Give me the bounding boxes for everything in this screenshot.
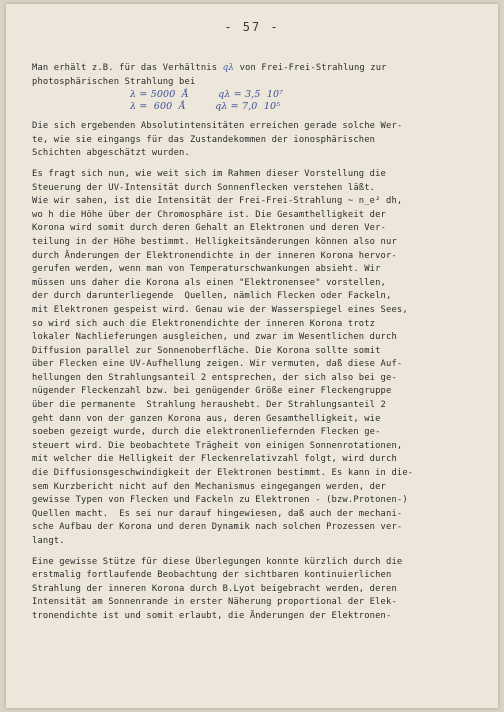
text-line: Korona wird somit durch deren Gehalt an Elektronen und deren Ver-: [32, 223, 387, 234]
text-line: mit Elektronen gespeist wird. Genau wie der Wasserspiegel eines Sees,: [32, 304, 408, 315]
text-line: wo h die Höhe über der Chromosphäre ist. Die Gesamthelligkeit der: [32, 209, 387, 220]
text-line: hellungen den Strahlungsanteil 2 entsprechen, der sich also bei ge-: [32, 372, 397, 383]
formula-value: qλ = 3,5 10⁷: [218, 89, 284, 101]
text-line: über Flecken eine UV-Aufhellung zeigen. Wir vermuten, daß diese Auf-: [32, 359, 403, 370]
text-line: gewisse Typen von Flecken und Fackeln zu Elektronen - (bzw.Protonen-): [32, 495, 408, 506]
formula-lambda: λ = 5000 Å: [130, 89, 189, 101]
text-line: so wird sich auch die Elektronendichte der inneren Korona trotz: [32, 318, 376, 329]
text-line: durch Änderungen der Elektronendichte in der inneren Korona hervor-: [32, 250, 397, 261]
text-line: geht dann von der ganzen Korona aus, deren Gesamthelligkeit, wie: [32, 413, 381, 424]
page-number: - 57 -: [224, 20, 280, 34]
text-line: über die permanente Strahlung heraushebt. Der Strahlungsanteil 2: [32, 400, 387, 411]
text-line: die Diffusionsgeschwindigkeit der Elektronen bestimmt. Es kann in die-: [32, 468, 414, 479]
text-line: mit welcher die Helligkeit der Fleckenrelativzahl folgt, wird durch: [32, 454, 397, 465]
intro-line: [32, 62, 478, 76]
formula-line: [130, 101, 478, 113]
text-line: te, wie sie eingangs für das Zustandekommen der ionosphärischen: [32, 134, 376, 145]
text-line: erstmalig fortlaufende Beobachtung der sichtbaren kontinuierlichen: [32, 570, 392, 581]
intro-text: von Frei-Frei-Strahlung zur: [234, 63, 387, 73]
paragraph-1: [32, 120, 478, 161]
text-line: der durch darunterliegende Quellen, nämlich Flecken oder Fackeln,: [32, 291, 392, 302]
text-line: gerufen werden, wenn man von Temperaturschwankungen absieht. Wir: [32, 264, 381, 275]
text-line: soeben gezeigt wurde, durch die elektronenliefernden Flecken ge-: [32, 427, 381, 438]
text-line: Strahlung der inneren Korona durch B.Lyot beigebracht werden, deren: [32, 583, 397, 594]
text-line: lokaler Nachlieferungen ausgleichen, und zwar im Wesentlichen durch: [32, 332, 397, 343]
text-line: Es fragt sich nun, wie weit sich im Rahmen dieser Vorstellung die: [32, 168, 387, 179]
formula-lambda: λ = 600 Å: [130, 101, 186, 113]
document-page: [6, 4, 498, 708]
intro-text: Man erhält z.B. für das Verhältnis: [32, 63, 223, 73]
text-line: Intensität am Sonnenrande in erster Näherung proportional der Elek-: [32, 597, 397, 608]
text-line: Die sich ergebenden Absolutintensitäten erreichen gerade solche Wer-: [32, 121, 403, 132]
text-line: Wie wir sahen, ist die Intensität der Frei-Frei-Strahlung ~ n_e² dh,: [32, 196, 403, 207]
paragraph-3: [32, 556, 478, 624]
text-line: Eine gewisse Stütze für diese Überlegungen konnte kürzlich durch die: [32, 556, 403, 567]
text-line: Schichten abgeschätzt wurden.: [32, 148, 190, 159]
ratio-symbol: qλ: [222, 63, 235, 73]
formula-line: [130, 89, 478, 101]
formula-value: qλ = 7,0 10⁵: [215, 101, 281, 113]
text-line: Steuerung der UV-Intensität durch Sonnenflecken verstehen läßt.: [32, 182, 376, 193]
paragraph-2: [32, 168, 478, 549]
text-line: Diffusion parallel zur Sonnenoberfläche. Die Korona sollte somit: [32, 345, 381, 356]
body-text: [32, 62, 478, 624]
text-line: teilung in der Höhe bestimmt. Helligkeitsänderungen können also nur: [32, 236, 397, 247]
text-line: nügender Fleckenzahl bzw. bei genügender Größe einer Fleckengruppe: [32, 386, 392, 397]
text-line: steuert wird. Die beobachtete Trägheit von einigen Sonnenrotationen,: [32, 440, 403, 451]
text-line: sche Aufbau der Korona und deren Dynamik nach solchen Prozessen ver-: [32, 522, 403, 533]
text-line: Quellen macht. Es sei nur darauf hingewiesen, daß auch der mechani-: [32, 508, 403, 519]
text-line: müssen uns daher die Korona als einen "Elektronensee" vorstellen,: [32, 277, 387, 288]
text-line: tronendichte ist und somit erlaubt, die Änderungen der Elektronen-: [32, 610, 392, 621]
intro-line: photosphärischen Strahlung bei: [32, 76, 196, 87]
text-line: sem Kurzbericht nicht auf den Mechanismus eingegangen werden, der: [32, 481, 387, 492]
text-line: langt.: [32, 536, 65, 546]
